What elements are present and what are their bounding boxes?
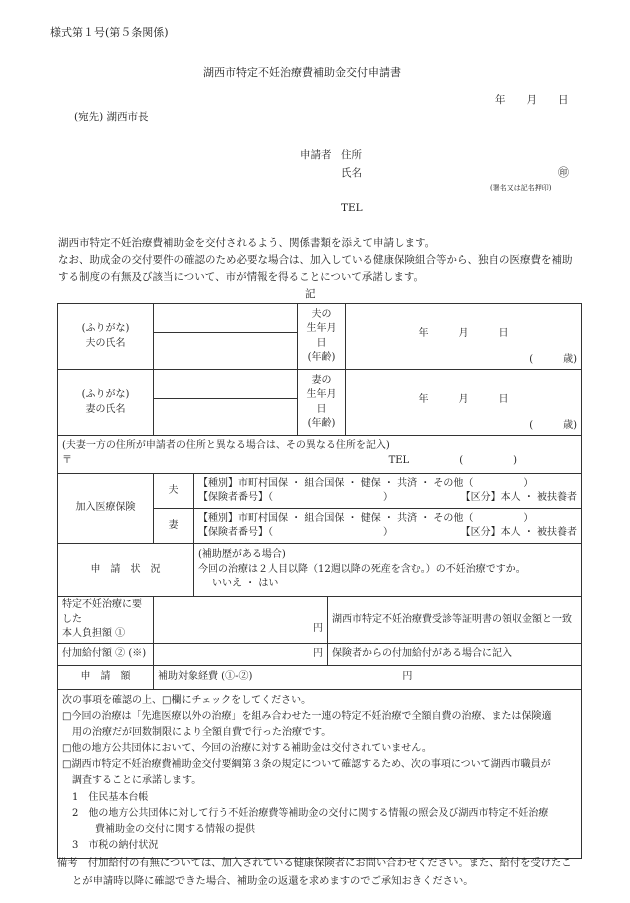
seal-mark: ㊞ [558, 166, 569, 179]
consent-item-3: 3 市税の納付状況 [72, 840, 159, 852]
self-cost-label: 特定不妊治療に要した 本人負担額 ① [58, 597, 154, 644]
benefit-note: 保険者からの付加給付がある場合に記入 [328, 643, 582, 665]
check-item-3[interactable]: □湖西市特定不妊治療費補助金交付要綱第３条の規定について確認するため、次の事項について湖西市職員が [62, 759, 551, 771]
status-field[interactable]: (補助歴がある場合) 今回の治療は２人目以降（12週以降の死産を含む。）の不妊治療ですか。 いいえ ・ はい [194, 544, 582, 597]
insurance-husband-label: 夫 [154, 474, 194, 509]
wife-dob-label: 妻の 生年月日 (年齢) [298, 370, 346, 436]
amount-field[interactable]: 補助対象経費 (①-②) 円 [154, 665, 582, 689]
wife-name-label-cell: (ふりがな) 妻の氏名 [58, 370, 154, 436]
consent-item-1: 1 住民基本台帳 [72, 791, 149, 803]
applicant-name-label: 氏名 [341, 167, 362, 179]
intro-line-1: 湖西市特定不妊治療費補助金を交付されるよう、関係書類を添えて申請します。 [58, 237, 436, 249]
different-address-field[interactable]: (夫妻一方の住所が申請者の住所と異なる場合は、その異なる住所を記入) 〒 TEL ( ) [58, 436, 582, 474]
wife-name-field[interactable] [154, 370, 298, 436]
note-line-2: とが申請時以降に確認できた場合、補助金の返還を求めますのでご承知おきください。 [72, 875, 474, 887]
applicant-label: 申請者 [300, 149, 332, 161]
intro-line-2: なお、助成金の交付要件の確認のため必要な場合は、加入している健康保険組合等から、独自の医療費を補助 [58, 254, 573, 266]
husband-name-label-cell: (ふりがな) 夫の氏名 [58, 304, 154, 370]
wife-dob-field[interactable]: 年 月 日 [346, 370, 582, 418]
applicant-address-label: 住所 [341, 149, 362, 161]
benefit-label: 付加給付額 ② (※) [58, 643, 154, 665]
insurance-wife-label: 妻 [154, 509, 194, 544]
checklist-intro: 次の事項を確認の上、□欄にチェックをしてください。 [62, 694, 312, 706]
addressee: (宛先) 湖西市長 [74, 111, 149, 123]
self-cost-note: 湖西市特定不妊治療費受診等証明書の領収金額と一致 [328, 597, 582, 644]
husband-age-field[interactable]: ( 歳) [346, 352, 582, 370]
husband-dob-label: 夫の 生年月日 (年齢) [298, 304, 346, 370]
signature-note: (署名又は記名押印) [490, 184, 552, 192]
wife-insurance-field[interactable]: 【種別】市町村国保 ・ 組合国保 ・ 健保 ・ 共済 ・ その他（ ） 【保険者番号】（ ） 【区分】本人 ・ 被扶養者 [194, 509, 582, 544]
amount-label: 申 請 額 [58, 665, 154, 689]
confirmation-checklist: 次の事項を確認の上、□欄にチェックをしてください。 □今回の治療は「先進医療以外の治療」を組み合わせた一連の特定不妊治療で全額自費の治療、または保険適 用の治療だが回数制限により全額自費で行った治療です。 □他の地方公共団体において、今回の治療に対する補助金は交付されていません。 □湖西市特定不妊治療費補助金交付要綱第３条の規定について確認するため、次の事項について湖西市職員が 調査することに承諾します。 1 住民基本台帳 2 他の地方公共団体に対して行う不妊治療費等補助金の交付に関する情報の照会及び湖西市特定不妊治療 費補助金の交付に関する情報の提供 3 市税の納付状況 [58, 689, 582, 859]
benefit-field[interactable]: 円 [154, 643, 328, 665]
application-date: 年 月 日 [495, 94, 569, 106]
check-item-1[interactable]: □今回の治療は「先進医療以外の治療」を組み合わせた一連の特定不妊治療で全額自費の治療、または保険適 [62, 710, 552, 722]
husband-name-field[interactable] [154, 304, 298, 370]
status-label: 申 請 状 況 [58, 544, 194, 597]
applicant-tel-label: TEL [341, 202, 363, 214]
husband-insurance-field[interactable]: 【種別】市町村国保 ・ 組合国保 ・ 健保 ・ 共済 ・ その他（ ） 【保険者番号】（ ） 【区分】本人 ・ 被扶養者 [194, 474, 582, 509]
intro-line-3: する制度の有無及び該当について、市が情報を得ることについて承諾します。 [58, 271, 425, 283]
page-title: 湖西市特定不妊治療費補助金交付申請書 [203, 66, 401, 79]
insurance-label: 加入医療保険 [58, 474, 154, 544]
form-number: 様式第１号(第５条関係) [50, 26, 169, 39]
consent-item-2: 2 他の地方公共団体に対して行う不妊治療費等補助金の交付に関する情報の照会及び湖西市特定不妊治療 [72, 807, 549, 819]
note-line-1: 備考 付加給付の有無については、加入されている健康保険者にお問い合わせください。また、給付を受けたこ [57, 857, 572, 869]
self-cost-field[interactable]: 円 [154, 597, 328, 644]
check-item-2[interactable]: □他の地方公共団体において、今回の治療に対する補助金は交付されていません。 [62, 743, 432, 755]
application-form-table [57, 303, 582, 859]
wife-age-field[interactable]: ( 歳) [346, 418, 582, 436]
ki-mark: 記 [305, 288, 316, 300]
husband-dob-field[interactable]: 年 月 日 [346, 304, 582, 352]
